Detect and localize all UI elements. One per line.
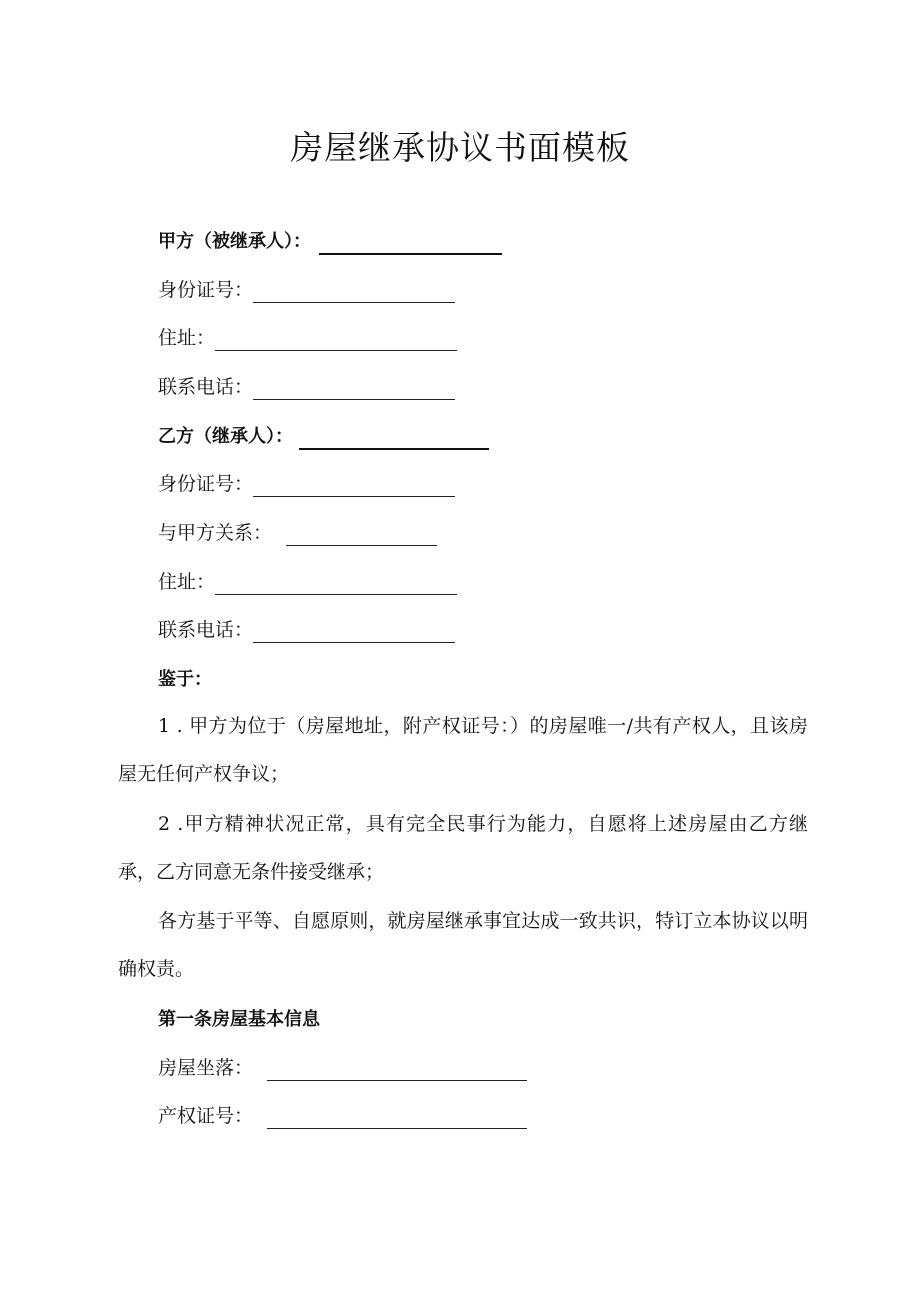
party-b-id-blank[interactable] (253, 474, 455, 497)
party-a-heading: 甲方（被继承人）： (158, 231, 311, 252)
recital-item-2: 2 .甲方精神状况正常，具有完全民事行为能力，自愿将上述房屋由乙方继承，乙方同意无条件接受继承； (118, 813, 808, 883)
house-location-row (158, 1051, 527, 1085)
party-b-id-row (158, 467, 455, 501)
party-a-phone-label: 联系电话： (158, 376, 254, 398)
article-1-heading: 第一条房屋基本信息 (158, 1009, 320, 1030)
recital-item-1: 1 . 甲方为位于（房屋地址，附产权证号：）的房屋唯一/共有产权人，且该房屋无任何产权争议； (118, 715, 808, 785)
party-b-heading: 乙方（继承人）： (158, 426, 293, 447)
party-b-name-blank[interactable] (299, 426, 489, 450)
party-a-phone-blank[interactable] (253, 377, 455, 400)
certificate-number-row (158, 1099, 527, 1133)
party-b-heading-row (158, 419, 489, 453)
recitals-heading-row (158, 662, 212, 696)
party-b-phone-blank[interactable] (253, 620, 455, 643)
party-b-relation-row (158, 516, 437, 550)
house-location-label: 房屋坐落： (158, 1057, 254, 1079)
party-a-phone-row (158, 370, 455, 404)
party-b-relation-blank[interactable] (286, 523, 437, 546)
party-a-id-label: 身份证号： (158, 279, 254, 301)
party-a-heading-row (158, 224, 502, 258)
article-1-heading-row (158, 1002, 320, 1036)
party-a-id-blank[interactable] (253, 280, 455, 303)
document-title: 房屋继承协议书面模板 (290, 128, 630, 167)
recitals-heading: 鉴于： (158, 669, 212, 690)
party-b-address-blank[interactable] (215, 572, 457, 595)
certificate-number-blank[interactable] (267, 1106, 527, 1129)
party-a-address-blank[interactable] (215, 328, 457, 351)
party-b-phone-label: 联系电话： (158, 619, 254, 641)
certificate-number-label: 产权证号： (158, 1105, 254, 1127)
house-location-blank[interactable] (267, 1058, 527, 1081)
party-b-address-row (158, 565, 457, 599)
party-a-id-row (158, 273, 455, 307)
recital-item-3: 各方基于平等、自愿原则，就房屋继承事宜达成一致共识，特订立本协议以明确权责。 (118, 910, 808, 980)
party-b-relation-label: 与甲方关系： (158, 522, 273, 544)
party-b-phone-row (158, 613, 455, 647)
party-b-id-label: 身份证号： (158, 473, 254, 495)
party-a-address-label: 住址： (158, 327, 216, 349)
party-b-address-label: 住址： (158, 571, 216, 593)
party-a-address-row (158, 321, 457, 355)
party-a-name-blank[interactable] (319, 231, 502, 255)
